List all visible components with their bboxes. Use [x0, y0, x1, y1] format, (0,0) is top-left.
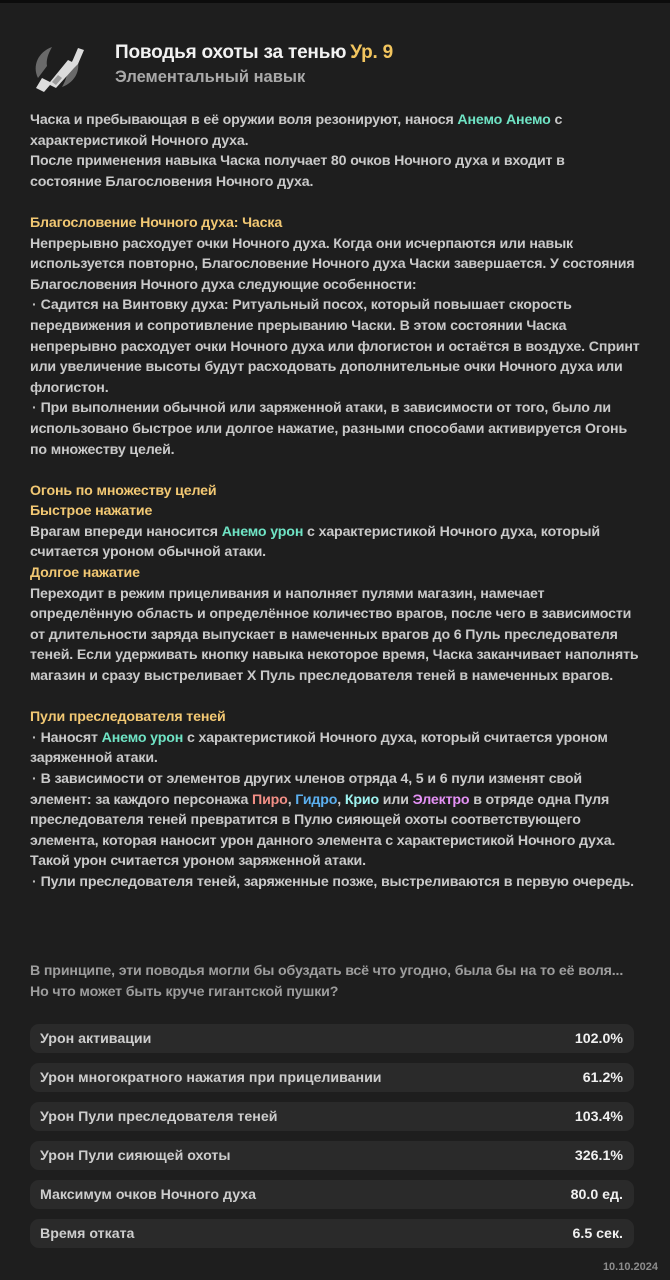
stat-label: Урон Пули сияющей охоты: [40, 1147, 231, 1164]
skill-name: Поводья охоты за тенью: [115, 42, 347, 63]
bullets-bullet-1: [30, 728, 640, 769]
tap-text: [30, 522, 640, 563]
bullet-dot: ·: [32, 729, 37, 746]
text: с характеристикой Ночного духа.: [30, 112, 563, 149]
date-stamp: 10.10.2024: [602, 1261, 658, 1273]
stat-value: 326.1%: [574, 1147, 623, 1164]
tap-heading: Быстрое нажатие: [30, 503, 153, 520]
top-border: [0, 0, 670, 3]
flavor-text: В принципе, эти поводья могли бы обуздать всё что угодно, была бы на то её воля... Но что может быть круче гигантской пушки?: [30, 963, 624, 1000]
text: При выполнении обычной или заряженной атаки, в зависимости от того, было ли использовано быстрое или долгое нажатие, разными способами активируется Огонь по множеству целей.: [30, 400, 628, 458]
text: с характеристикой Ночного духа, который считается уроном обычной атаки.: [30, 523, 600, 561]
text: ,: [337, 791, 345, 808]
stat-label: Максимум очков Ночного духа: [40, 1186, 257, 1203]
text: Врагам впереди наносится: [30, 523, 222, 540]
hold-text: Переходит в режим прицеливания и наполняет пулями магазин, намечает определённую область и определённое количество врагов, после чего в зависимости от длительности заряда выпускает в намеченных врагов до 6 Пуль преследователя теней. Если удерживать кнопку навыка некоторое время, Часка заканчивает наполнять магазин и сразу выстреливает X Пуль преследователя теней в намеченных врагов.: [30, 585, 639, 685]
text: в отряде одна Пуля преследователя теней превратится в Пулю сияющей охоты соответствующего элемента, которая наносит урон данного элемента с характеристикой Ночного духа. Такой урон считается уроном заряженной атаки.: [30, 791, 616, 870]
desc-paragraph-1: [30, 110, 640, 151]
hydro-keyword: Гидро: [295, 791, 338, 808]
stat-value: 102.0%: [574, 1030, 623, 1047]
stat-row: [30, 1063, 634, 1092]
blessing-bullet-2: [30, 398, 640, 460]
stats-table: [30, 1024, 634, 1258]
anemo-keyword: Анемо урон: [101, 729, 184, 746]
skill-level: Ур. 9: [350, 42, 394, 63]
bullet-dot: ·: [32, 771, 37, 787]
stat-label: Урон многократного нажатия при прицеливании: [40, 1069, 382, 1086]
text: В зависимости от элементов других членов отряда 4, 5 и 6 пули изменят свой элемент: за каждого персонажа: [30, 771, 582, 808]
hold-heading: Долгое нажатие: [30, 565, 140, 582]
stat-row: [30, 1180, 634, 1209]
stat-value: 80.0 ед.: [570, 1186, 623, 1203]
blessing-heading: Благословение Ночного духа: Часка: [30, 214, 283, 231]
skill-description: [30, 110, 640, 893]
stat-label: Урон активации: [40, 1030, 152, 1047]
text: или: [379, 791, 413, 808]
multi-target-heading: Огонь по множеству целей: [30, 482, 217, 499]
skill-header: [28, 38, 648, 98]
stat-label: Урон Пули преследователя теней: [40, 1108, 278, 1125]
text: Часка и пребывающая в её оружии воля резонируют, нанося: [30, 112, 458, 128]
stat-value: 103.4%: [574, 1108, 623, 1125]
bullets-bullet-3: [30, 872, 640, 893]
rifle-skill-icon: [28, 38, 86, 96]
pyro-keyword: Пиро: [252, 791, 288, 808]
stat-row: [30, 1219, 634, 1248]
skill-title: [115, 42, 393, 64]
desc-paragraph-2: После применения навыка Часка получает 80 очков Ночного духа и входит в состояние Благословения Ночного духа.: [30, 153, 565, 190]
stat-row: [30, 1102, 634, 1131]
stat-value: 61.2%: [582, 1069, 623, 1086]
text: Садится на Винтовку духа: Ритуальный посох, который повышает скорость передвижения и сопротивление прерыванию Часки. В этом состоянии Часка непрерывно расходует очки Ночного духа или флогистон и остаётся в воздухе. Спринт или увеличение высоты будут расходовать дополнительные очки Ночного духа или флогистон.: [30, 297, 640, 396]
text: ,: [287, 791, 296, 808]
stat-label: Время отката: [40, 1225, 135, 1242]
anemo-keyword: Анемо Анемо: [457, 112, 551, 128]
text: Наносят: [40, 729, 102, 746]
bullet-dot: ·: [32, 400, 37, 417]
text: Пули преследователя теней, заряженные позже, выстреливаются в первую очередь.: [40, 873, 634, 890]
cryo-keyword: Крио: [344, 791, 380, 808]
bullets-bullet-2: [30, 769, 640, 872]
text: с характеристикой Ночного духа, который считается уроном заряженной атаки.: [30, 729, 608, 767]
skill-type: Элементальный навык: [115, 68, 306, 86]
stat-value: 6.5 сек.: [572, 1225, 623, 1242]
bullets-heading: Пули преследователя теней: [30, 709, 226, 726]
anemo-keyword: Анемо урон: [221, 523, 304, 540]
bullet-dot: ·: [32, 873, 37, 890]
blessing-text: Непрерывно расходует очки Ночного духа. Когда они исчерпаются или навык используется повторно, Благословение Ночного духа Часки завершается. У состояния Благословения Ночного духа следующие особенности:: [30, 235, 635, 293]
stat-row: [30, 1024, 634, 1053]
stat-row: [30, 1141, 634, 1170]
electro-keyword: Электро: [412, 791, 470, 808]
bullet-dot: ·: [32, 297, 37, 314]
blessing-bullet-1: [30, 295, 640, 398]
